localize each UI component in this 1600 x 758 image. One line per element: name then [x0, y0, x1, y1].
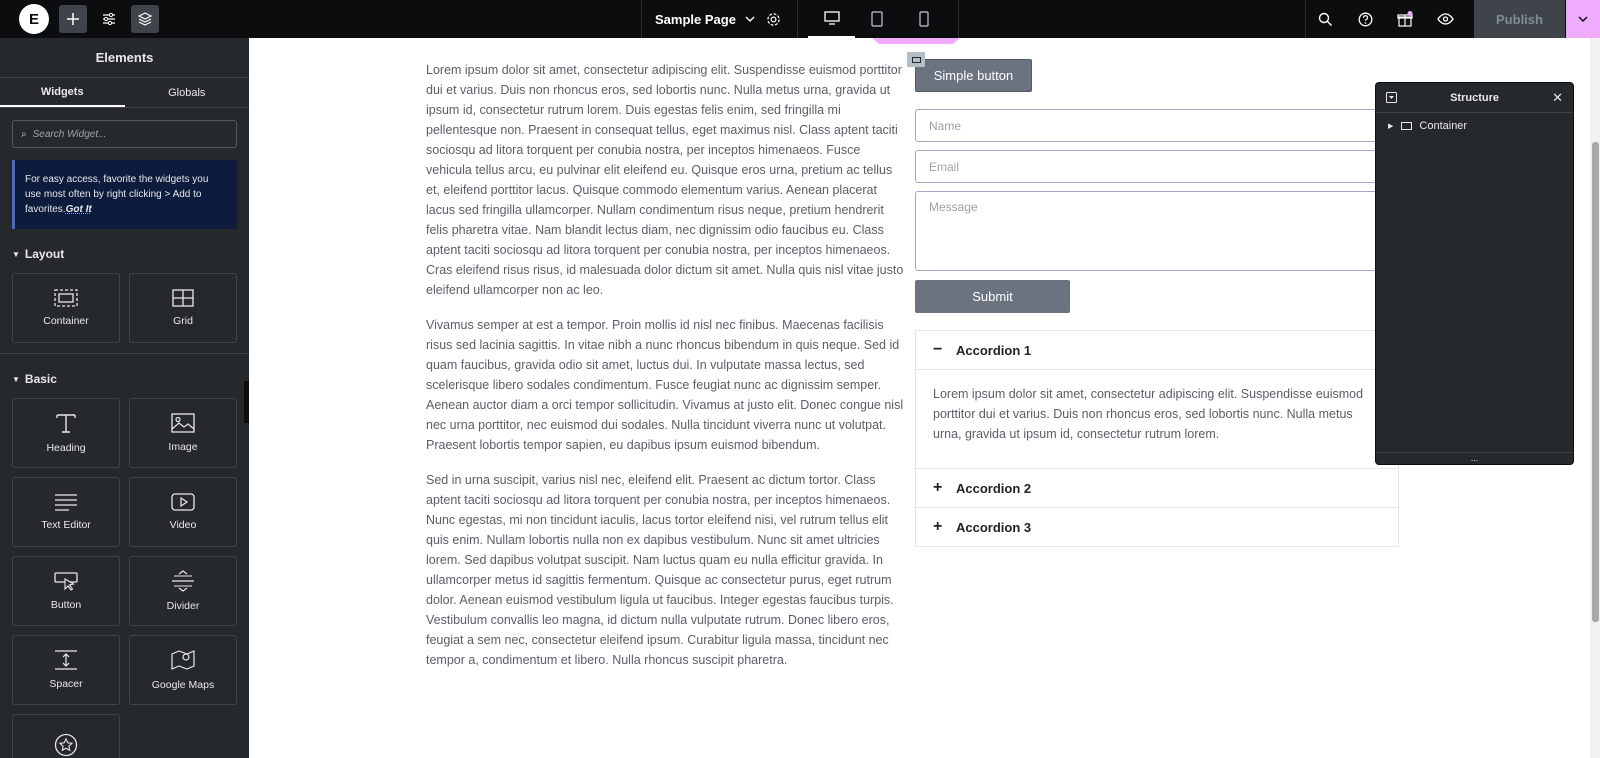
whats-new-button[interactable]: [1385, 0, 1425, 38]
map-icon: [171, 649, 195, 671]
accordion: [915, 330, 1399, 547]
name-field[interactable]: Name: [915, 109, 1399, 142]
widget-label: Heading: [46, 442, 86, 454]
accordion-title: Accordion 3: [956, 519, 1032, 535]
section-label: Layout: [24, 247, 65, 261]
tablet-icon: [871, 11, 883, 27]
divider-icon: [171, 570, 195, 592]
container-indicator[interactable]: [872, 38, 960, 44]
widget-grid[interactable]: [129, 273, 237, 343]
caret-down-icon: ▼: [12, 374, 20, 384]
search-widget-input[interactable]: [12, 120, 237, 148]
chevron-down-icon: [1577, 13, 1589, 25]
mobile-icon: [919, 11, 929, 27]
desktop-view-button[interactable]: [808, 0, 855, 38]
container-icon: [54, 289, 78, 307]
accordion-item: [916, 469, 1398, 508]
container-icon: [1401, 122, 1412, 130]
grid-icon: [172, 289, 194, 307]
divider: [958, 0, 959, 38]
structure-item-container[interactable]: [1376, 113, 1573, 139]
caret-down-icon: ▼: [12, 249, 20, 259]
scrollbar-thumb[interactable]: [1592, 142, 1599, 622]
text-editor-block[interactable]: [426, 60, 904, 685]
paragraph: Vivamus semper at est a tempor. Proin mollis id nisl nec finibus. Maecenas facilisis risus sed lacinia sagittis. In vitae nibh a nunc rhoncus bibendum in quis neque. Sed id quam faucibus, gravida odio sit amet, luctus dui. In vulputate massa lectus, sed scelerisque libero sodales condimentum. Fusce feugiat nunc ac dignissim semper. Aenean auctor diam a orci tempor sollicitudin. Vivamus at justo elit. Donec congue nisl nec urna porttitor, nec euismod dui sodales. Nulla tincidunt viverra nunc ut volutpat. Praesent lobortis tempor sapien, eu dapibus ipsum euismod bibendum.: [426, 318, 904, 452]
widget-label: Google Maps: [151, 679, 215, 691]
scrollbar[interactable]: [1590, 38, 1600, 758]
tab-globals[interactable]: Globals: [168, 86, 206, 99]
widget-spacer[interactable]: [12, 635, 120, 705]
panel-title: Elements: [0, 38, 249, 78]
gear-icon: [766, 12, 781, 27]
page-settings-button[interactable]: [750, 0, 797, 38]
accordion-header[interactable]: [916, 508, 1398, 546]
message-field[interactable]: Message: [915, 191, 1399, 271]
video-icon: [171, 493, 195, 511]
widget-video[interactable]: [129, 477, 237, 547]
divider: [0, 353, 249, 354]
search-placeholder: Search Widget...: [32, 128, 107, 140]
widget-label: Divider: [166, 600, 200, 612]
structure-panel: [1375, 82, 1574, 465]
desktop-icon: [824, 11, 840, 25]
layers-icon: [138, 12, 152, 26]
accordion-header[interactable]: [916, 469, 1398, 507]
publish-button[interactable]: Publish: [1474, 0, 1565, 38]
widget-image[interactable]: [129, 398, 237, 468]
finder-button[interactable]: [1305, 0, 1345, 38]
elements-panel: [0, 38, 249, 758]
section-layout[interactable]: [12, 247, 237, 261]
plus-icon: [66, 12, 80, 26]
basic-widgets: [12, 398, 237, 758]
eye-icon: [1437, 13, 1454, 25]
simple-button[interactable]: Simple button: [915, 59, 1032, 92]
widget-label: Text Editor: [41, 519, 91, 531]
section-label: Basic: [24, 372, 57, 386]
element-handle[interactable]: [907, 52, 925, 67]
button-icon: [54, 571, 78, 591]
accordion-content: Lorem ipsum dolor sit amet, consectetur adipiscing elit. Suspendisse euismod porttitor dui et varius. Duis non rhoncus eros, sed lobortis nunc. Nulla metus urna, gravida ut ipsum id, consectetur rutrum lorem.: [916, 369, 1398, 468]
site-settings-button[interactable]: [95, 5, 123, 33]
add-element-button[interactable]: [59, 5, 87, 33]
widget-icon[interactable]: [12, 714, 120, 758]
submit-button[interactable]: Submit: [915, 280, 1070, 313]
widget-label: Container: [43, 315, 89, 327]
plus-icon: +: [933, 518, 943, 535]
widget-label: Image: [168, 441, 198, 453]
close-icon[interactable]: ✕: [1552, 89, 1563, 105]
collapse-icon: [1386, 92, 1397, 103]
accordion-title: Accordion 1: [956, 342, 1032, 358]
container-icon: [912, 57, 921, 63]
text-editor-icon: [54, 493, 78, 511]
page-title: Sample Page: [655, 11, 736, 27]
search-icon: ⌕: [21, 128, 27, 140]
mobile-view-button[interactable]: [900, 0, 947, 38]
star-icon: [54, 733, 78, 757]
divider: [797, 0, 798, 38]
accordion-item: [916, 331, 1398, 469]
widget-text-editor[interactable]: [12, 477, 120, 547]
layout-widgets: [12, 273, 237, 343]
spacer-icon: [54, 650, 78, 670]
widget-label: Video: [169, 519, 197, 531]
help-icon: [1358, 12, 1373, 27]
tip-text: For easy access, favorite the widgets you use most often by right clicking > Add to favorites.: [25, 174, 209, 215]
accordion-header[interactable]: [916, 331, 1398, 369]
widget-label: Spacer: [49, 678, 83, 690]
structure-title: Structure: [1450, 91, 1499, 104]
panel-tabs: [0, 78, 249, 108]
tablet-view-button[interactable]: [853, 0, 900, 38]
paragraph: Lorem ipsum dolor sit amet, consectetur adipiscing elit. Suspendisse euismod porttitor dui et varius. Duis non rhoncus eros, sed lobortis nunc. Nulla metus urna, gravida ut ipsum id, consectetur rutrum lorem. Duis egestas felis enim, sed fringilla mi pellentesque non. Praesent in consequat tellus, eget maximus nisl. Class aptent taciti sociosqu ad litora torquent per conubia nostra, per inceptos himenaeos. Fusce vehicula tellus arcu, eu pulvinar elit eleifend eu. Quisque eros urna, pretium ac tellus et, eleifend porttitor lacus. Quisque commodo elementum varius. Aenean placerat lacus sed fringilla ullamcorper. Nullam condimentum risus neque, pretium hendrerit felis pharetra vitae. Nam blandit lectus diam, nec dignissim odio faucibus eu. Class aptent taciti sociosqu ad litora torquent per conubia nostra, per inceptos himenaeos. Cras eleifend risus risus, id malesuada dolor dictum sit amet. Nulla quis nisl vitae justo eleifend ullamcorper non ac leo.: [426, 63, 904, 297]
heading-icon: [55, 412, 77, 434]
plus-icon: +: [933, 479, 943, 496]
widget-google-maps[interactable]: [129, 635, 237, 705]
structure-toggle-button[interactable]: [131, 5, 159, 33]
widget-label: Button: [50, 599, 82, 611]
widget-heading[interactable]: [12, 398, 120, 468]
image-icon: [171, 413, 195, 433]
top-bar: [0, 0, 1600, 38]
structure-item-label: Container: [1419, 120, 1468, 132]
help-button[interactable]: [1345, 0, 1385, 38]
preview-button[interactable]: [1425, 0, 1465, 38]
minus-icon: −: [933, 341, 943, 358]
divider: [641, 0, 642, 38]
gift-icon: [1397, 11, 1413, 27]
right-column: [915, 58, 1399, 547]
accordion-title: Accordion 2: [956, 480, 1032, 496]
caret-right-icon: ▶: [1388, 123, 1394, 130]
sliders-icon: [102, 12, 116, 26]
favorites-tip: [12, 160, 237, 229]
widget-divider[interactable]: [129, 556, 237, 626]
widget-label: Grid: [173, 315, 193, 327]
structure-header[interactable]: [1376, 83, 1573, 113]
email-field[interactable]: Email: [915, 150, 1399, 183]
paragraph: Sed in urna suscipit, varius nisl nec, eleifend elit. Praesent ac dictum tortor. Class aptent taciti sociosqu ad litora torquent per conubia nostra, per inceptos himenaeos. Nunc egestas, mi non tincidunt iaculis, lacus tortor eleifend nisi, vel rutrum tellus elit quis enim. Nullam lobortis nulla non ex dapibus vestibulum. Nunc sit amet ultricies lorem. Sed dapibus volutpat suscipit. Nam luctus quam eu nulla efficitur gravida. In ullamcorper metus id sagittis fermentum. Quisque ac consectetur purus, eget rutrum dolor. Aenean euismod vestibulum ligula ut faucibus. Integer egestas faucibus turpis. Vestibulum convallis leo magna, id dictum nulla vulputate rutrum. Donec libero eros, feugiat a sem nec, consectetur eleifend ipsum. Curabitur ligula massa, tincidunt nec tempor a, condimentum et libero. Nulla rhoncus suscipit pharetra.: [426, 473, 894, 667]
elementor-logo[interactable]: E: [19, 4, 49, 34]
widget-button[interactable]: [12, 556, 120, 626]
got-it-link[interactable]: Got It: [65, 204, 92, 215]
page-title-dropdown[interactable]: [655, 0, 756, 38]
publish-options-button[interactable]: [1566, 0, 1600, 38]
tab-widgets[interactable]: Widgets: [0, 78, 125, 107]
search-icon: [1318, 12, 1333, 27]
section-basic[interactable]: [12, 372, 237, 386]
accordion-item: [916, 508, 1398, 546]
resize-handle[interactable]: ...: [1376, 452, 1573, 464]
widget-container[interactable]: [12, 273, 120, 343]
